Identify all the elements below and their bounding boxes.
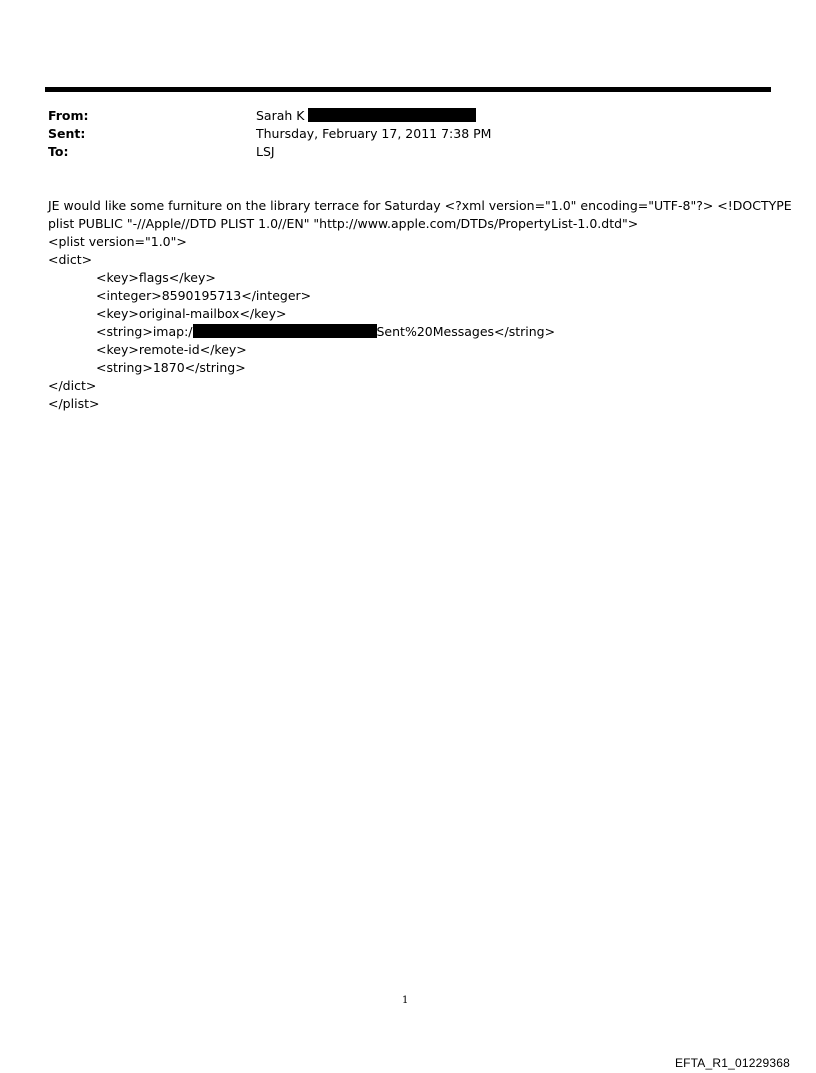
page-number: 1 (402, 995, 409, 1006)
to-label: To: (48, 144, 69, 159)
body-line-10: <string>1870</string> (96, 360, 246, 375)
body-line-3: <plist version="1.0"> (48, 234, 187, 249)
body-line-5: <key>flags</key> (96, 270, 216, 285)
body-line-4: <dict> (48, 252, 93, 267)
body-line-7: <key>original-mailbox</key> (96, 306, 287, 321)
sent-value: Thursday, February 17, 2011 7:38 PM (256, 126, 492, 141)
imap-path-redaction (193, 324, 377, 338)
body-line-2: plist PUBLIC "-//Apple//DTD PLIST 1.0//EN" "http://www.apple.com/DTDs/PropertyList-1.0.dtd"> (48, 216, 639, 231)
from-email-redaction (308, 108, 476, 122)
document-id: EFTA_R1_01229368 (674, 1056, 790, 1070)
body-line-11: </dict> (48, 378, 97, 393)
imap-suffix: Sent%20Messages</string> (376, 324, 556, 339)
body-line-12: </plist> (48, 396, 100, 411)
body-line-9: <key>remote-id</key> (96, 342, 247, 357)
from-label: From: (48, 108, 89, 123)
header-rule (45, 87, 771, 92)
sent-label: Sent: (48, 126, 86, 141)
body-line-8 (96, 323, 555, 341)
from-name: Sarah K (256, 108, 305, 123)
imap-prefix: <string>imap:/ (96, 324, 193, 339)
body-line-6: <integer>8590195713</integer> (96, 288, 312, 303)
from-value (256, 107, 476, 125)
body-line-1: JE would like some furniture on the library terrace for Saturday <?xml version="1.0" encoding="UTF-8"?> <!DOCTYPE (48, 198, 792, 213)
to-value: LSJ (256, 144, 275, 159)
